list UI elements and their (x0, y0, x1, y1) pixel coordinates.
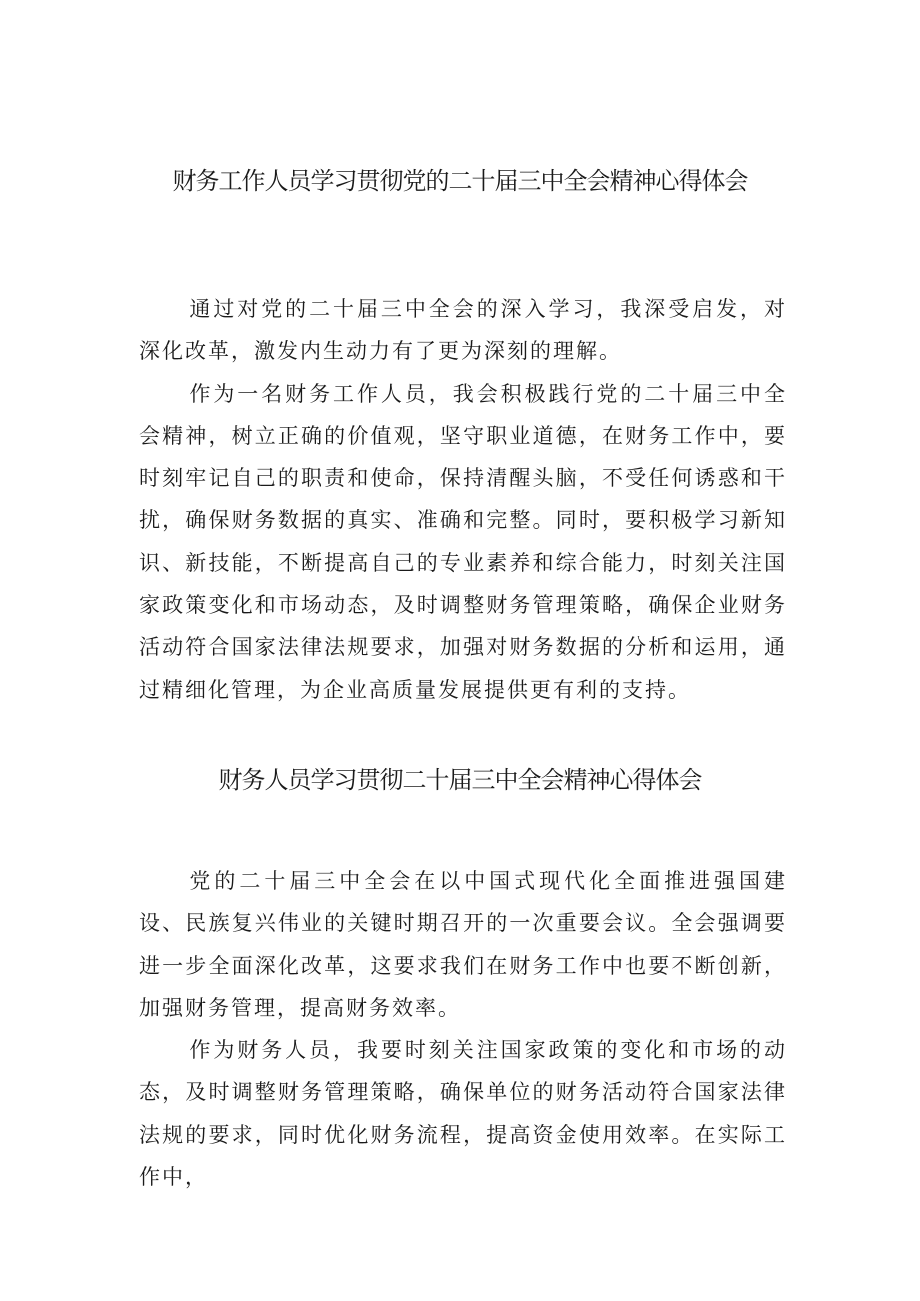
article-1-paragraph-2: 作为一名财务工作人员，我会积极践行党的二十届三中全会精神，树立正确的价值观，坚守职业道德，在财务工作中，要时刻牢记自己的职责和使命，保持清醒头脑，不受任何诱惑和干扰，确保财务数据的真实、准确和完整。同时，要积极学习新知识、新技能，不断提高自己的专业素养和综合能力，时刻关注国家政策变化和市场动态，及时调整财务管理策略，确保企业财务活动符合国家法律法规要求，加强对财务数据的分析和运用，通过精细化管理，为企业高质量发展提供更有利的支持。 (139, 381, 787, 702)
article-2-title: 财务人员学习贯彻二十届三中全会精神心得体会 (218, 766, 702, 794)
article-2-paragraph-2: 作为财务人员，我要时刻关注国家政策的变化和市场的动态，及时调整财务管理策略，确保单位的财务活动符合国家法律法规的要求，同时优化财务流程，提高资金使用效率。在实际工作中， (139, 1038, 787, 1190)
article-1-paragraph-1: 通过对党的二十届三中全会的深入学习，我深受启发，对深化改革，激发内生动力有了更为深刻的理解。 (139, 297, 787, 364)
article-2-body (139, 860, 787, 1198)
article-2-paragraph-1: 党的二十届三中全会在以中国式现代化全面推进强国建设、民族复兴伟业的关键时期召开的一次重要会议。全会强调要进一步全面深化改革，这要求我们在财务工作中也要不断创新，加强财务管理，提高财务效率。 (139, 869, 787, 1020)
article-1-body (139, 288, 787, 711)
article-1-title: 财务工作人员学习贯彻党的二十届三中全会精神心得体会 (172, 167, 748, 195)
